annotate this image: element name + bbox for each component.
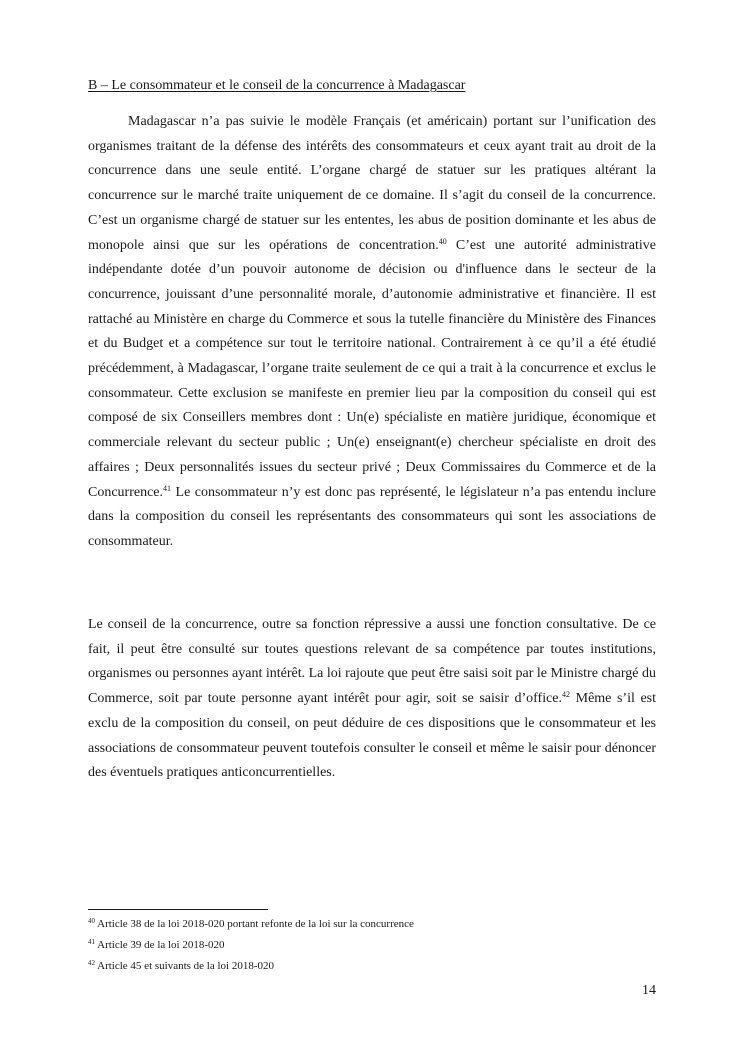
- footnote-number: 42: [88, 959, 95, 967]
- paragraph-2-text-b: Même s’il est exclu de la composition du conseil, on peut déduire de ces dispositions que le consommateur et les associations de consommateur peuvent toutefois consulter le conseil et même le saisir pour dénoncer des éventuels pratiques anticoncurrentielles.: [88, 691, 656, 781]
- paragraph-1-text-b: C’est une autorité administrative indépendante dotée d’un pouvoir autonome de décision ou d'influence dans le secteur de la concurrence, jouissant d’une personnalité morale, d’autonomie administrative et financière. Il est rattaché au Ministère en charge du Commerce et sous la tutelle financière du Ministère des Finances et du Budget et a compétence sur tout le territoire national. Contrairement à ce qu’il a été étudié précédemment, à Madagascar, l’organe traite seulement de ce qui a trait à la concurrence et exclus le consommateur. Cette exclusion se manifeste en premier lieu par la composition du conseil qui est composé de six Conseillers membres dont : Un(e) spécialiste en matière juridique, économique et commerciale relevant du secteur public ; Un(e) enseignant(e) chercheur spécialiste en droit des affaires ; Deux personnalités issues du secteur privé ; Deux Commissaires du Commerce et de la Concurrence.: [88, 237, 656, 500]
- footnote-40: [88, 914, 658, 935]
- body-paragraph-2: [88, 613, 656, 786]
- body-paragraph-1: [88, 110, 656, 555]
- paragraph-1-text-a: Madagascar n’a pas suivie le modèle Français (et américain) portant sur l’unification des organismes traitant de la défense des intérêts des consommateurs et ceux ayant trait au droit de la concurrence dans une seule entité. L’organe chargé de statuer sur les pratiques altérant la concurrence sur le marché traite uniquement de ce domaine. Il s’agit du conseil de la concurrence. C’est un organisme chargé de statuer sur les ententes, les abus de position dominante et les abus de monopole ainsi que sur les opérations de concentration.: [88, 114, 656, 253]
- footnote-separator: [88, 909, 268, 910]
- footnote-41: [88, 935, 658, 956]
- paragraph-2-text-a: Le conseil de la concurrence, outre sa fonction répressive a aussi une fonction consultative. De ce fait, il peut être consulté sur toutes questions relevant de sa compétence par toutes institutions, organismes ou personnes ayant intérêt. La loi rajoute que peut être saisi soit par le Ministre chargé du Commerce, soit par toute personne ayant intérêt pour agir, soit se saisir d’office.: [88, 617, 656, 707]
- footnote-42: [88, 956, 658, 977]
- footnote-text: Article 45 et suivants de la loi 2018-020: [95, 960, 275, 972]
- footnote-number: 40: [88, 917, 95, 925]
- page-number: 14: [642, 983, 656, 998]
- footnote-text: Article 38 de la loi 2018-020 portant refonte de la loi sur la concurrence: [95, 918, 414, 930]
- footnote-ref-40[interactable]: 40: [438, 236, 447, 246]
- footnote-text: Article 39 de la loi 2018-020: [95, 939, 225, 951]
- section-heading: B – Le consommateur et le conseil de la concurrence à Madagascar: [88, 78, 466, 93]
- footnote-number: 41: [88, 938, 95, 946]
- footnote-ref-42[interactable]: 42: [562, 690, 571, 700]
- footnotes: [88, 914, 658, 977]
- paragraph-1-text-c: Le consommateur n’y est donc pas représenté, le législateur n’a pas entendu inclure dans la composition du conseil les représentants des consommateurs qui sont les associations de consommateur.: [88, 484, 656, 549]
- footnote-ref-41[interactable]: 41: [163, 483, 172, 493]
